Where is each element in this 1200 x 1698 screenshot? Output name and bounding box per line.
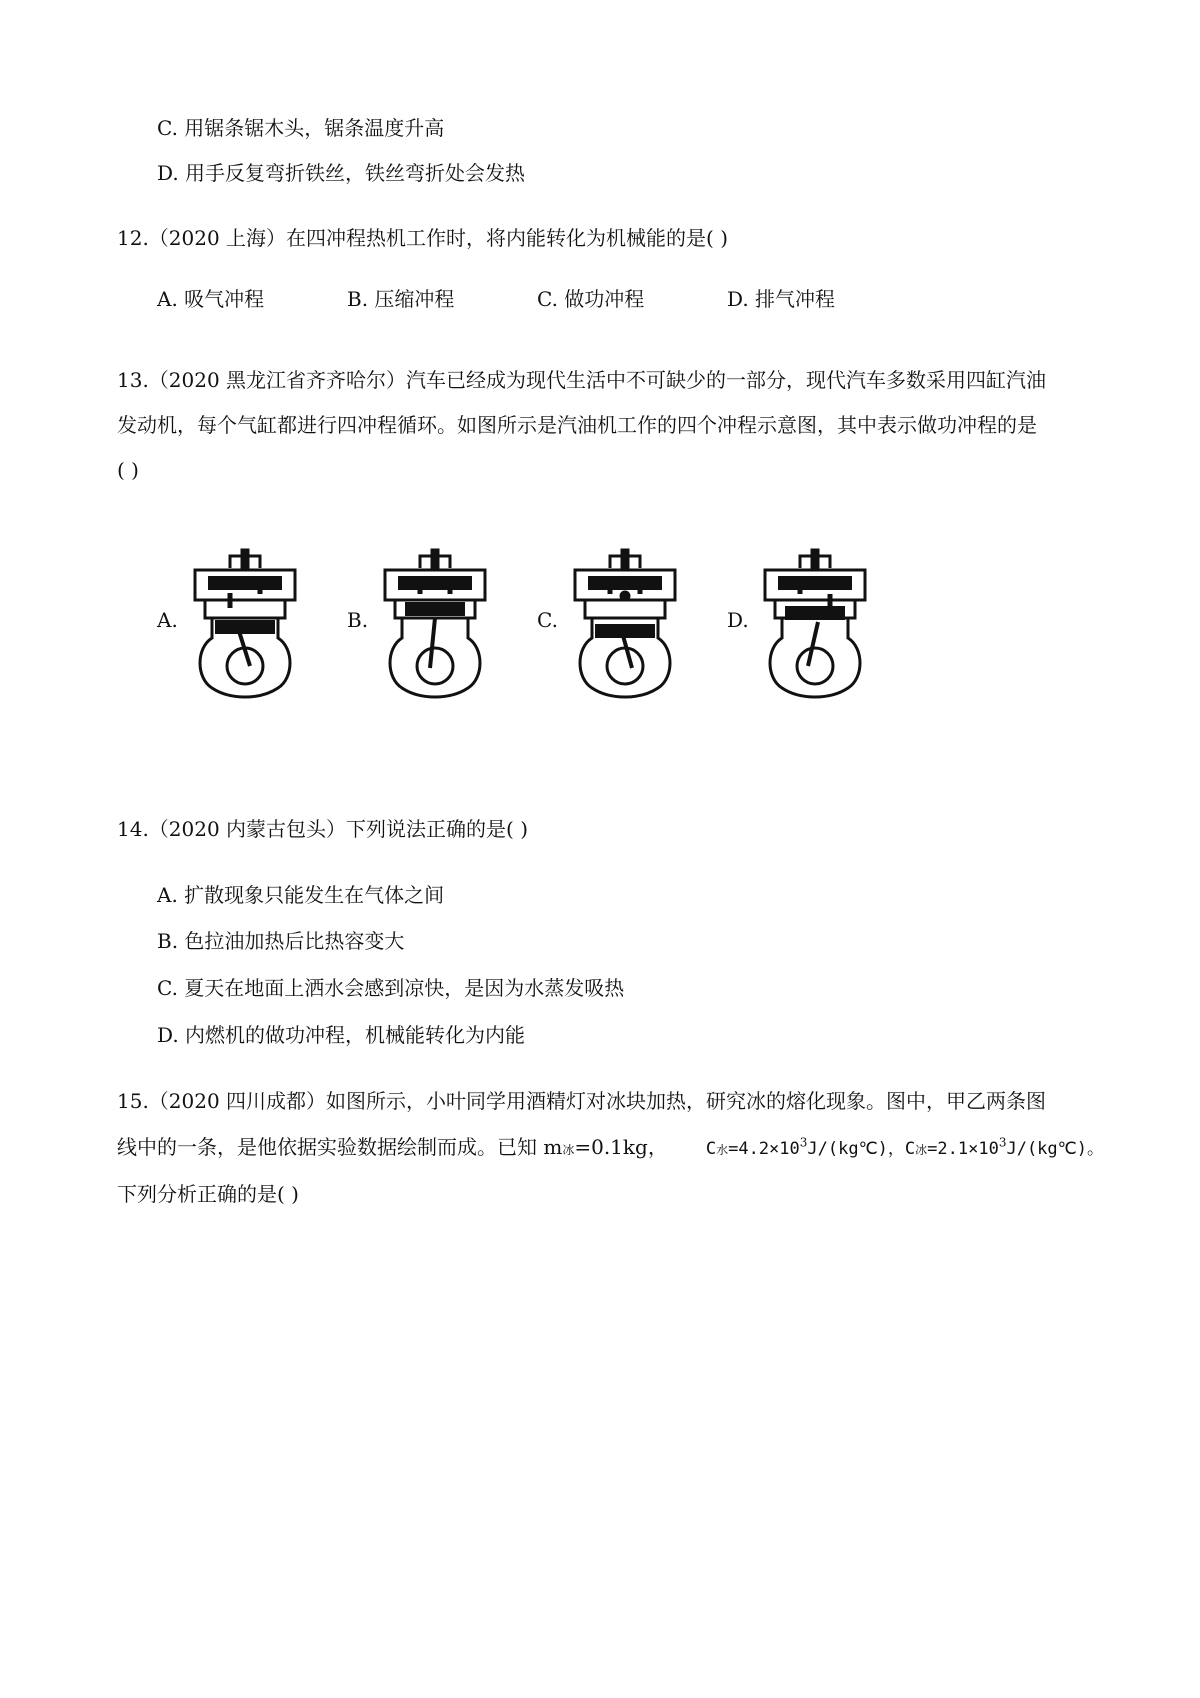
- q14-option-c: C. 夏天在地面上洒水会感到凉快，是因为水蒸发吸热: [157, 976, 625, 1000]
- q13-option-a-label: A.: [157, 608, 178, 632]
- q13-stem-line3: ( ): [117, 458, 139, 482]
- q13-stem-line2: 发动机，每个气缸都进行四冲程循环。如图所示是汽油机工作的四个冲程示意图，其中表示做功冲程的是: [117, 413, 1037, 437]
- engine-diagram-a: [190, 548, 300, 703]
- q14-option-b: B. 色拉油加热后比热容变大: [157, 929, 405, 953]
- q15-stem-line2: 线中的一条，是他依据实验数据绘制而成。已知 m冰=0.1kg， C水$=4.2\times 10^3J/(kg℃)$，C冰$=2.1\times 10^3J/(kg℃)$。: [117, 1135, 1104, 1159]
- q12-option-c: C. 做功冲程: [537, 287, 645, 311]
- q11-option-d: D. 用手反复弯折铁丝，铁丝弯折处会发热: [157, 161, 526, 185]
- engine-diagram-d: [760, 548, 870, 703]
- q15-stem-line3: 下列分析正确的是( ): [117, 1182, 299, 1206]
- q13-option-d-label: D.: [727, 608, 749, 632]
- q12-option-a: A. 吸气冲程: [157, 287, 265, 311]
- q11-option-c: C. 用锯条锯木头，锯条温度升高: [157, 116, 445, 140]
- q12-stem: 12.（2020 上海）在四冲程热机工作时，将内能转化为机械能的是( ): [117, 226, 729, 250]
- q12-option-d: D. 排气冲程: [727, 287, 836, 311]
- q15-stem-line1: 15.（2020 四川成都）如图所示，小叶同学用酒精灯对冰块加热，研究冰的熔化现象。图中，甲乙两条图: [117, 1089, 1047, 1113]
- engine-diagram-c: [570, 548, 680, 703]
- q14-option-d: D. 内燃机的做功冲程，机械能转化为内能: [157, 1023, 526, 1047]
- q14-stem: 14.（2020 内蒙古包头）下列说法正确的是( ): [117, 817, 529, 841]
- q12-option-b: B. 压缩冲程: [347, 287, 455, 311]
- q13-option-c-label: C.: [537, 608, 558, 632]
- q13-option-b-label: B.: [347, 608, 369, 632]
- q13-stem-line1: 13.（2020 黑龙江省齐齐哈尔）汽车已经成为现代生活中不可缺少的一部分，现代汽车多数采用四缸汽油: [117, 368, 1047, 392]
- engine-diagram-b: [380, 548, 490, 703]
- q14-option-a: A. 扩散现象只能发生在气体之间: [157, 883, 445, 907]
